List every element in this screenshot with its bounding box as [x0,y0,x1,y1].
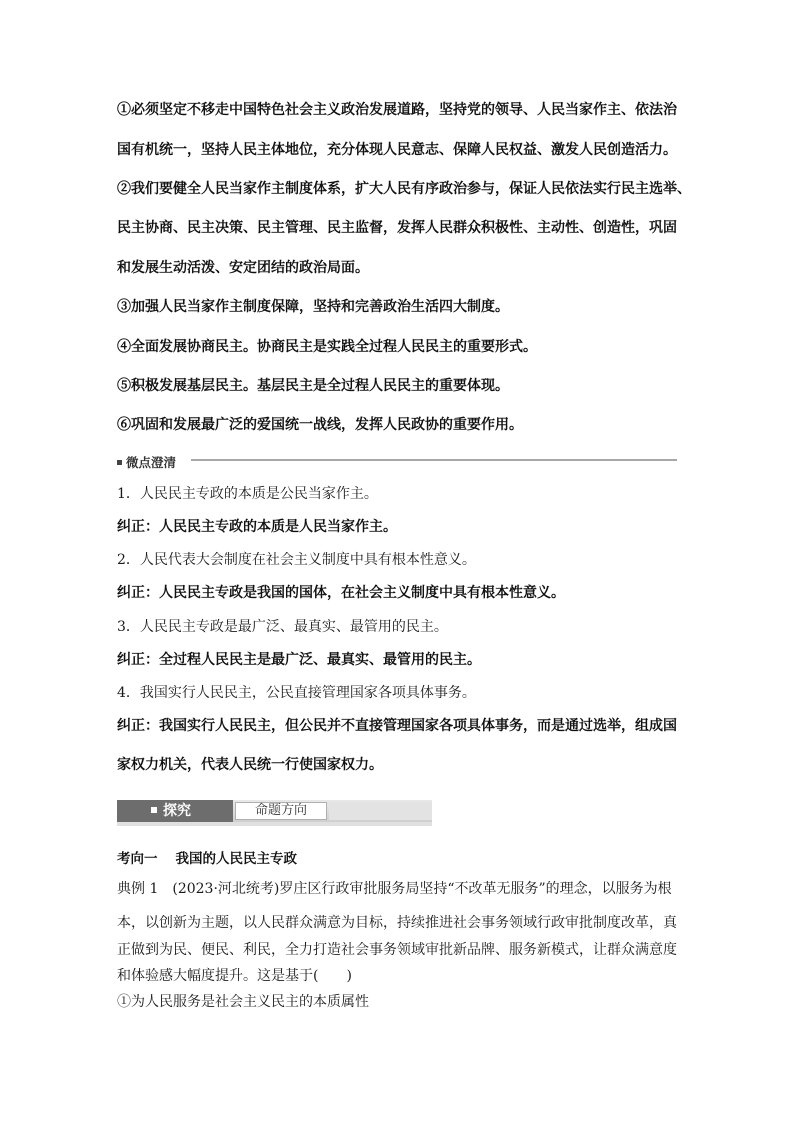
example-line-2: 本，以创新为主题，以人民群众满意为目标，持续推进社会事务领域行政审批制度改革，真 [117,915,677,931]
square-icon [151,807,157,813]
clarify-item-3: 3．人民民主专政是最广泛、最真实、最管用的民主。 [117,619,448,635]
clarify-correction-4-line-2: 家权力机关，代表人民统一行使国家权力。 [117,757,383,773]
direction-title [117,847,297,867]
clarify-item-1: 1．人民民主专政的本质是公民当家作主。 [117,486,378,502]
clarify-correction-2: 纠正：人民民主专政是我国的国体，在社会主义制度中具有根本性意义。 [117,585,565,601]
point-3: ③加强人民当家作主制度保障，坚持和完善政治生活四大制度。 [117,299,509,315]
point-2-line-2: 民主协商、民主决策、民主管理、民主监督，发挥人民群众积极性、主动性、创造性，巩固 [117,220,677,236]
section-tab-bar [117,800,432,826]
clarify-heading: 微点澄清 [117,453,176,471]
example-line-4: 和体验感大幅度提升。这是基于( ) [117,968,352,984]
direction-topic: 我国的人民民主专政 [175,851,297,867]
option-1: ①为人民服务是社会主义民主的本质属性 [117,994,369,1010]
tab-explore: 探究 [117,800,233,822]
direction-label: 考向一 [117,851,158,867]
tab-proposition-direction: 命题方向 [235,802,327,820]
clarify-correction-3: 纠正：全过程人民民主是最广泛、最真实、最管用的民主。 [117,652,481,668]
point-1-line-2: 国有机统一，坚持人民主体地位，充分体现人民意志、保障人民权益、激发人民创造活力。 [117,142,677,158]
clarify-item-4: 4．我国实行人民民主，公民直接管理国家各项具体事务。 [117,685,476,701]
clarify-section-header [117,453,677,470]
point-5: ⑤积极发展基层民主。基层民主是全过程人民民主的重要体现。 [117,378,509,394]
divider-line [191,459,677,461]
clarify-correction-1: 纠正：人民民主专政的本质是人民当家作主。 [117,519,397,535]
point-1-line-1: ①必须坚定不移走中国特色社会主义政治发展道路，坚持党的领导、人民当家作主、依法治 [117,102,677,118]
point-6: ⑥巩固和发展最广泛的爱国统一战线，发挥人民政协的重要作用。 [117,417,523,433]
tab-blank [329,802,432,820]
point-2-line-1: ②我们要健全人民当家作主制度体系，扩大人民有序政治参与，保证人民依法实行民主选举、 [117,181,691,197]
point-2-line-3: 和发展生动活泼、安定团结的政治局面。 [117,260,369,276]
example-line-3: 正做到为民、便民、利民，全力打造社会事务领域审批新品牌、服务新模式，让群众满意度 [117,942,677,958]
clarify-item-2: 2．人民代表大会制度在社会主义制度中具有根本性意义。 [117,552,476,568]
square-bullet-icon [117,460,122,465]
example-line-1: 典例 1 (2023·河北统考)罗庄区行政审批服务局坚持“不改革无服务”的理念，以服务为根 [117,881,672,897]
point-4: ④全面发展协商民主。协商民主是实践全过程人民民主的重要形式。 [117,339,537,355]
tab-bar-underline [117,822,432,826]
clarify-correction-4-line-1: 纠正：我国实行人民民主，但公民并不直接管理国家各项具体事务，而是通过选举，组成国 [117,718,677,734]
